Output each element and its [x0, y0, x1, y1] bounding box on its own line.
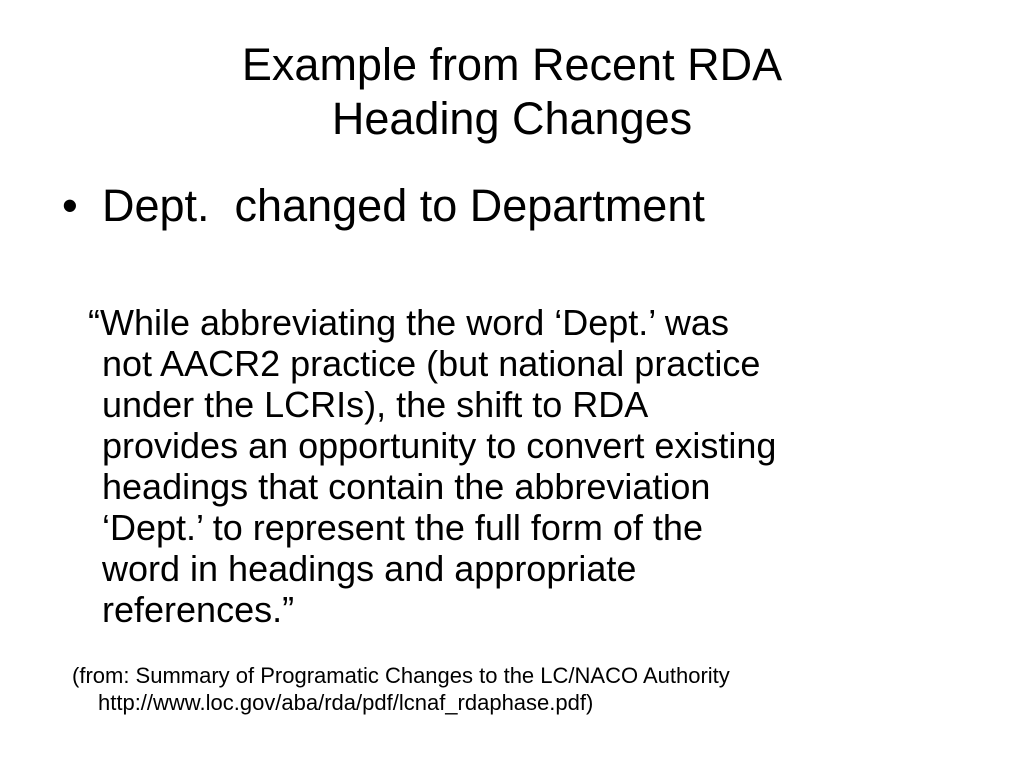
quote-line-7: word in headings and appropriate — [102, 548, 637, 589]
quote-line-8: references.” — [102, 589, 295, 630]
quote-line-3: under the LCRIs), the shift to RDA — [102, 384, 649, 425]
source-citation — [72, 662, 972, 716]
bullet-item — [62, 178, 705, 234]
quote-line-2: not AACR2 practice (but national practice — [102, 343, 761, 384]
quote-line-6: ‘Dept.’ to represent the full form of the — [102, 507, 703, 548]
slide-title-line-1: Example from Recent RDA — [241, 39, 783, 90]
bullet-text: Dept. changed to Department — [102, 180, 705, 231]
quote-line-5: headings that contain the abbreviation — [102, 466, 711, 507]
quote-block — [88, 302, 968, 630]
quote-line-1: “While abbreviating the word ‘Dept.’ was — [88, 302, 729, 343]
quote-line-4: provides an opportunity to convert existing — [102, 425, 777, 466]
slide-title — [112, 38, 912, 146]
source-url: http://www.loc.gov/aba/rda/pdf/lcnaf_rdaphase.pdf) — [98, 690, 594, 715]
slide-title-line-2: Heading Changes — [331, 93, 693, 144]
source-line-1: (from: Summary of Programatic Changes to the LC/NACO Authority — [72, 663, 730, 688]
bullet-marker: • — [62, 180, 78, 231]
